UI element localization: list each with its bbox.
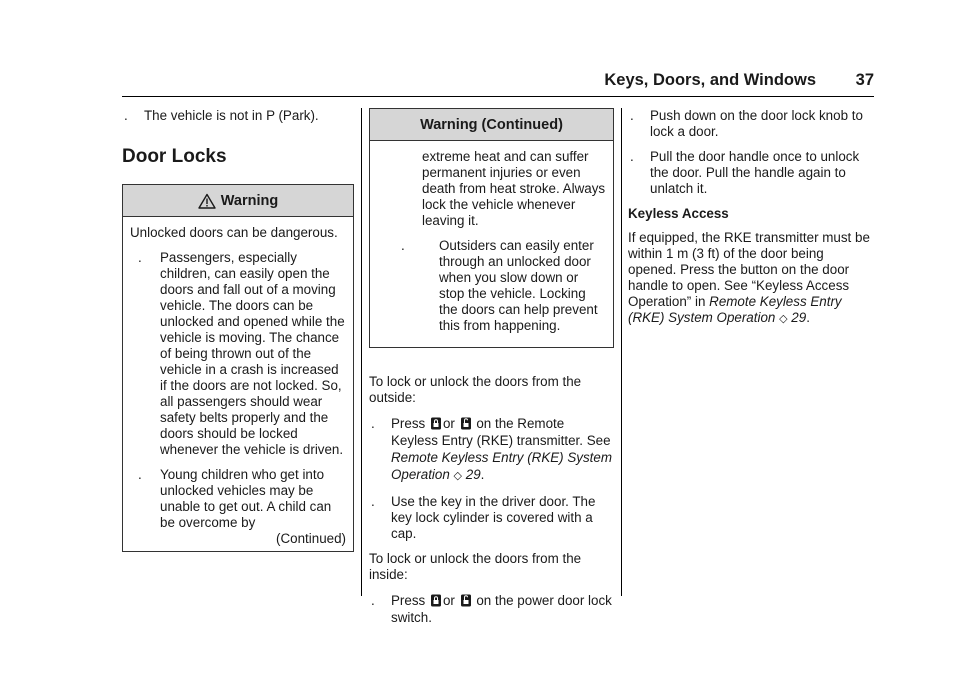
lock-icon — [430, 417, 442, 430]
warning-header — [370, 109, 613, 141]
reference-page: 29 — [465, 467, 481, 482]
warning-box-continued — [369, 108, 614, 348]
cross-reference: Remote Keyless Entry (RKE) System Operation — [628, 294, 842, 325]
page-reference-arrow-icon: ◇ — [453, 470, 463, 482]
reference-page: 29 — [791, 310, 807, 325]
list-item — [369, 415, 614, 485]
column-divider — [621, 108, 622, 596]
warning-continuation: extreme heat and can suffer permanent injuries or even death from heat stroke. Always lock the vehicle whenever leaving it. — [422, 149, 606, 228]
warning-title: Warning — [220, 192, 279, 209]
bullet: . — [630, 108, 634, 123]
warning-body — [370, 141, 613, 347]
cross-reference: Remote Keyless Entry (RKE) System Operation — [391, 450, 613, 482]
keyless-access-paragraph — [628, 230, 874, 327]
subheading: Keyless Access — [628, 206, 729, 221]
list-item — [369, 592, 614, 626]
unlock-icon — [460, 594, 472, 607]
warning-header — [123, 185, 353, 217]
paragraph-text: If equipped, the RKE transmitter must be within 1 m (3 ft) of the door being opened. Press the button on the door handle to open. See “Keyless Access Operation” in — [628, 230, 870, 309]
page-reference-arrow-icon: ◇ — [779, 313, 788, 325]
column-3 — [628, 108, 874, 336]
continued-label: (Continued) — [276, 531, 346, 546]
column-divider — [361, 108, 362, 596]
bullet-text — [391, 592, 614, 626]
warning-title: Warning (Continued) — [420, 116, 563, 133]
instruction-text: on the Remote Keyless Entry (RKE) transmitter. See — [391, 416, 611, 448]
page-number: 37 — [855, 71, 874, 89]
bullet-text: Push down on the door lock knob to lock a door. — [650, 108, 863, 139]
bullet-text: Passengers, especially children, can easily open the doors and fall out of a moving vehicle. The doors can be unlocked and opened while the vehicle is moving. The chance of being thrown out of the vehicle in a crash is increased if the doors are not locked. So, all passengers should wear safety belts properly and the doors should be locked whenever the vehicle is driven. — [160, 250, 345, 457]
bullet: . — [138, 467, 142, 482]
bullet-text: The vehicle is not in P (Park). — [144, 108, 319, 123]
period: . — [806, 310, 810, 325]
list-item — [377, 238, 606, 334]
inside-intro: To lock or unlock the doors from the inside: — [369, 551, 582, 582]
column-1 — [122, 108, 354, 552]
or-word: or — [442, 416, 455, 431]
list-item — [369, 494, 614, 542]
warning-box — [122, 184, 354, 552]
unlock-icon — [460, 417, 472, 430]
instruction-text: on the power door lock switch. — [391, 593, 612, 625]
warning-body — [123, 217, 353, 551]
list-item — [122, 108, 354, 124]
bullet: . — [630, 149, 634, 164]
bullet-text: Pull the door handle once to unlock the door. Pull the handle again to unlatch it. — [650, 149, 860, 196]
warning-intro: Unlocked doors can be dangerous. — [130, 225, 338, 240]
bullet: . — [371, 494, 375, 509]
press-word: Press — [391, 416, 426, 431]
section-title: Door Locks — [122, 146, 227, 167]
bullet: . — [124, 108, 128, 123]
bullet-text: Use the key in the driver door. The key lock cylinder is covered with a cap. — [391, 494, 596, 541]
bullet-text: Young children who get into unlocked vehicles may be unable to get out. A child can be overcome by — [160, 467, 332, 530]
list-item — [130, 250, 346, 458]
period: . — [480, 467, 485, 482]
bullet: . — [401, 238, 405, 253]
list-item — [628, 149, 874, 197]
press-word: Press — [391, 593, 426, 608]
column-2 — [369, 108, 614, 635]
list-item — [130, 467, 346, 531]
or-word: or — [442, 593, 455, 608]
bullet: . — [371, 416, 375, 431]
bullet-text — [391, 415, 614, 485]
list-item — [628, 108, 874, 140]
bullet: . — [371, 593, 375, 608]
lock-icon — [430, 594, 442, 607]
chapter-title: Keys, Doors, and Windows — [604, 71, 816, 89]
page-header — [122, 72, 874, 97]
warning-triangle-icon — [198, 193, 216, 209]
bullet-text: Outsiders can easily enter through an unlocked door when you slow down or stop the vehicle. Locking the doors can help prevent this from happening. — [439, 238, 598, 333]
bullet: . — [138, 250, 142, 265]
outside-intro: To lock or unlock the doors from the outside: — [369, 374, 582, 405]
